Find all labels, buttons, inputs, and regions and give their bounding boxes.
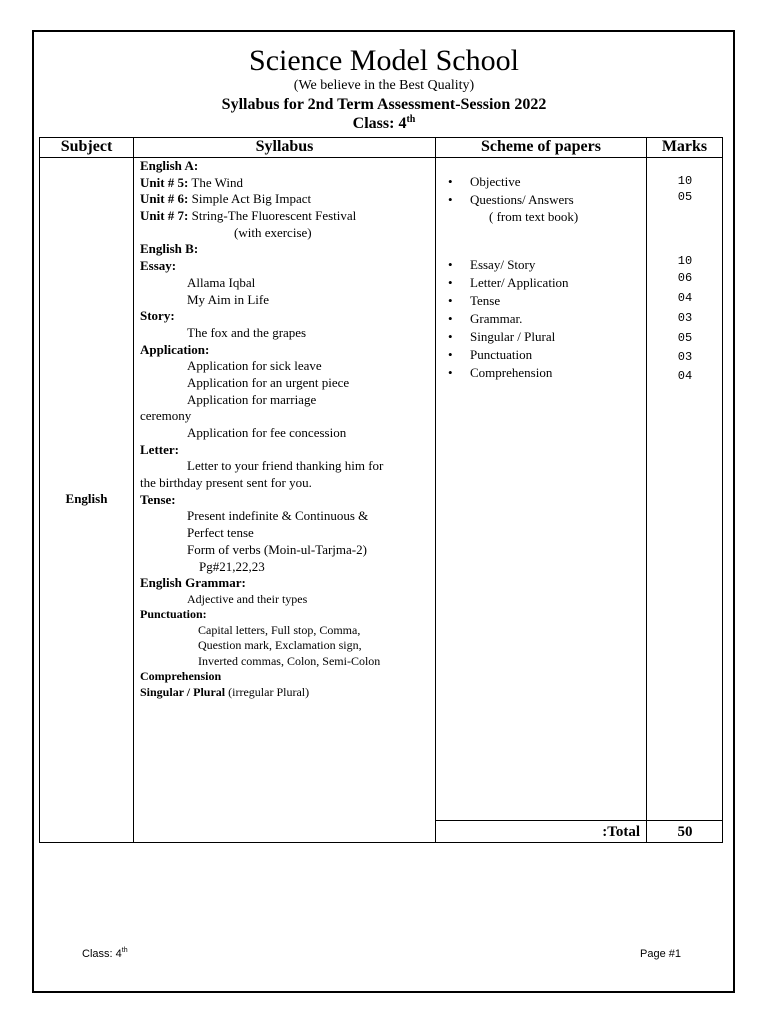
syllabus-text: Present indefinite & Continuous &	[187, 508, 369, 524]
scheme-item-label: Essay/ Story	[470, 257, 536, 272]
syllabus-text: The fox and the grapes	[187, 324, 307, 340]
syllabus-text: Pg#21,22,23	[199, 558, 265, 574]
bullet-icon: •	[448, 257, 453, 272]
syllabus-heading: Unit # 7:	[140, 208, 189, 224]
syllabus-line	[140, 325, 434, 342]
syllabus-heading: Punctuation:	[140, 607, 207, 622]
scheme-item-label: Singular / Plural	[470, 329, 556, 344]
scheme-item	[448, 274, 569, 291]
syllabus-line	[140, 292, 434, 309]
syllabus-line	[140, 408, 434, 425]
total-label: :Total	[602, 824, 640, 840]
syllabus-text: Application for fee concession	[187, 425, 347, 440]
mark-value: 10	[677, 254, 693, 268]
scheme-item	[448, 310, 522, 327]
syllabus-text: The Wind	[188, 174, 243, 190]
scheme-item	[448, 292, 500, 309]
mark-value: 04	[677, 291, 693, 305]
column-header-marks: Marks	[661, 138, 708, 155]
footer-class-suffix: th	[121, 947, 128, 954]
school-name: Science Model School	[249, 44, 519, 77]
scheme-item-label: Questions/ Answers	[470, 192, 574, 207]
mark-value: 03	[677, 311, 693, 325]
syllabus-heading: English B:	[140, 241, 199, 257]
syllabus-heading: English A:	[140, 158, 199, 173]
syllabus-line	[140, 542, 434, 559]
mark-value: 05	[677, 190, 693, 204]
syllabus-line	[140, 175, 434, 192]
syllabus-text: Simple Act Big Impact	[188, 191, 312, 207]
syllabus-text: (irregular Plural)	[225, 684, 310, 699]
syllabus-line	[140, 654, 434, 670]
syllabus-title: Syllabus for 2nd Term Assessment-Session 2022	[221, 96, 547, 113]
scheme-item	[448, 364, 552, 381]
bullet-icon: •	[448, 329, 453, 344]
syllabus-heading: Letter:	[140, 441, 179, 457]
syllabus-text: Capital letters, Full stop, Comma,	[198, 622, 361, 637]
mark-value: 03	[677, 350, 693, 364]
syllabus-line	[140, 492, 434, 509]
syllabus-line	[140, 575, 434, 592]
footer-page-number: Page #1	[640, 948, 681, 960]
syllabus-heading: Unit # 6:	[140, 191, 189, 207]
scheme-item	[448, 256, 535, 273]
mark-value: 06	[677, 271, 693, 285]
syllabus-text: Application for marriage	[187, 391, 317, 407]
scheme-item-label: Punctuation	[470, 347, 533, 362]
syllabus-line	[140, 358, 434, 375]
bullet-icon: •	[448, 365, 453, 380]
scheme-item-label: Grammar.	[470, 311, 523, 326]
scheme-item-label: Letter/ Application	[470, 275, 569, 290]
mark-value: 04	[677, 369, 693, 383]
syllabus-text: My Aim in Life	[187, 291, 269, 307]
mark-value: 10	[677, 174, 693, 188]
scheme-item	[448, 346, 532, 363]
footer-class	[82, 948, 128, 960]
column-header-syllabus: Syllabus	[255, 138, 314, 155]
syllabus-text: Application for an urgent piece	[187, 374, 350, 390]
syllabus-line	[140, 685, 434, 701]
footer-class-prefix: Class: 4	[82, 948, 122, 960]
syllabus-heading: Tense:	[140, 491, 176, 507]
syllabus-text: the birthday present sent for you.	[140, 475, 312, 491]
column-header-subject: Subject	[60, 138, 113, 155]
syllabus-text: Inverted commas, Colon, Semi-Colon	[198, 653, 381, 668]
subject-cell: English	[65, 491, 108, 506]
syllabus-line	[140, 258, 434, 275]
syllabus-line	[140, 508, 434, 525]
syllabus-line	[140, 475, 434, 492]
column-divider	[435, 137, 436, 843]
syllabus-line	[140, 442, 434, 459]
syllabus-content	[140, 158, 434, 700]
syllabus-line	[140, 458, 434, 475]
scheme-item	[448, 173, 521, 190]
class-title-prefix: Class: 4	[352, 115, 407, 132]
syllabus-text: Question mark, Exclamation sign,	[198, 638, 362, 653]
total-row-divider	[435, 820, 723, 821]
bullet-icon: •	[448, 347, 453, 362]
syllabus-line	[140, 607, 434, 623]
syllabus-line	[140, 525, 434, 542]
syllabus-line	[140, 375, 434, 392]
total-value: 50	[677, 824, 693, 840]
syllabus-line	[140, 208, 434, 225]
syllabus-text: Form of verbs (Moin-ul-Tarjma-2)	[187, 541, 367, 557]
syllabus-heading: Essay:	[140, 258, 177, 274]
column-header-scheme: Scheme of papers	[481, 138, 601, 155]
bullet-icon: •	[448, 174, 453, 189]
syllabus-line	[140, 559, 434, 576]
syllabus-line	[140, 425, 434, 442]
scheme-item-label: Tense	[470, 293, 501, 308]
column-divider	[133, 137, 134, 843]
syllabus-text: ceremony	[140, 408, 192, 424]
syllabus-heading: English Grammar:	[140, 575, 246, 591]
syllabus-line	[140, 158, 434, 175]
syllabus-text: Application for sick leave	[187, 358, 322, 374]
syllabus-text: Allama Iqbal	[187, 274, 256, 290]
syllabus-heading: Singular / Plural	[140, 684, 226, 699]
bullet-icon: •	[448, 192, 453, 207]
syllabus-line	[140, 241, 434, 258]
syllabus-line	[140, 669, 434, 685]
syllabus-line	[140, 191, 434, 208]
syllabus-text: String-The Fluorescent Festival	[188, 208, 357, 224]
syllabus-heading: Unit # 5:	[140, 174, 189, 190]
class-title-suffix: th	[406, 114, 416, 125]
syllabus-heading: Comprehension	[140, 669, 222, 684]
syllabus-line	[140, 225, 434, 242]
syllabus-line	[140, 342, 434, 359]
syllabus-line	[140, 392, 434, 409]
syllabus-text: (with exercise)	[234, 224, 312, 240]
syllabus-text: Letter to your friend thanking him for	[187, 458, 384, 474]
bullet-icon: •	[448, 311, 453, 326]
bullet-icon: •	[448, 275, 453, 290]
syllabus-text: Adjective and their types	[187, 591, 308, 606]
mark-value: 05	[677, 331, 693, 345]
syllabus-heading: Story:	[140, 308, 175, 324]
bullet-icon: •	[448, 293, 453, 308]
school-motto: (We believe in the Best Quality)	[293, 78, 475, 93]
syllabus-line	[140, 623, 434, 639]
syllabus-text: Perfect tense	[187, 525, 254, 541]
column-divider	[646, 137, 647, 843]
scheme-item-label: Comprehension	[470, 365, 553, 380]
syllabus-line	[140, 308, 434, 325]
syllabus-heading: Application:	[140, 341, 210, 357]
scheme-note: ( from text book)	[489, 209, 579, 224]
syllabus-line	[140, 592, 434, 608]
class-title	[0, 114, 768, 134]
scheme-item-label: Objective	[470, 174, 521, 189]
syllabus-line	[140, 638, 434, 654]
scheme-item	[448, 328, 555, 345]
scheme-item	[448, 191, 574, 208]
syllabus-line	[140, 275, 434, 292]
